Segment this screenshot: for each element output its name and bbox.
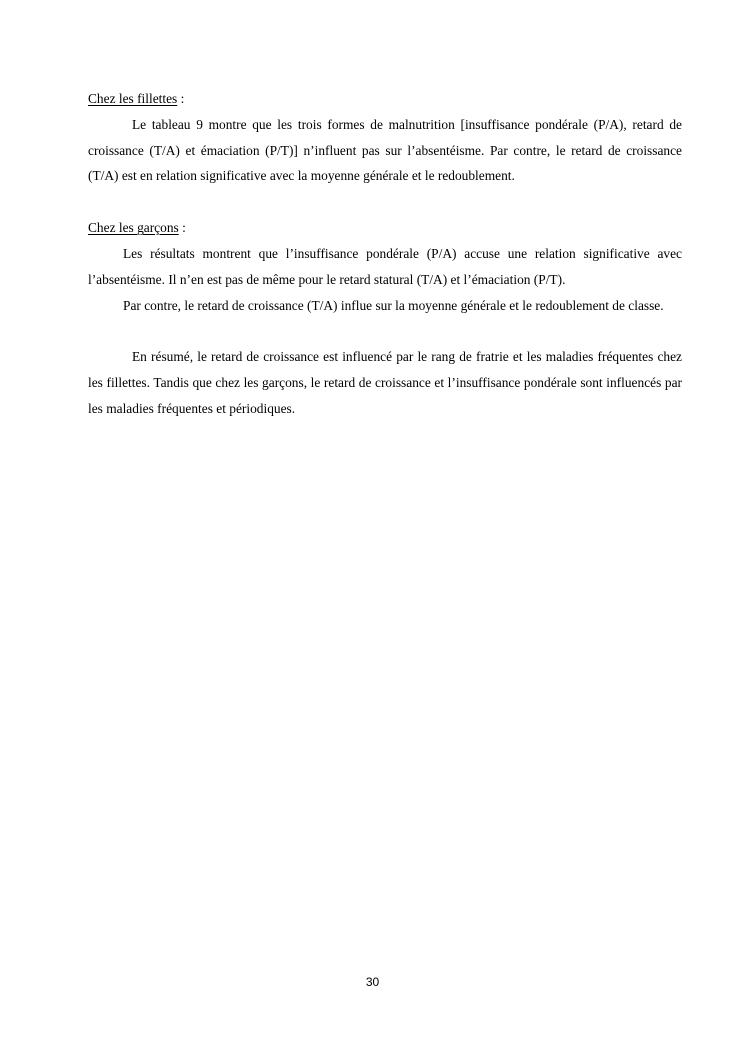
paragraph-boys-2: Par contre, le retard de croissance (T/A) influe sur la moyenne générale et le redoublement de classe.	[123, 297, 664, 313]
page-number: 30	[365, 975, 380, 989]
section-heading-girls-colon: :	[177, 91, 185, 106]
section-heading-girls-label: Chez les fillettes	[88, 91, 178, 106]
spacer	[88, 318, 682, 344]
section-heading-boys-colon: :	[178, 220, 186, 236]
spacer	[88, 189, 682, 215]
paragraph-girls: Le tableau 9 montre que les trois formes de malnutrition [insuffisance pondérale (P/A), retard de croissance (T/A) et émaciation (P/T)] n’influent pas sur l’absentéisme. Par contre, le retard de croissance (T/A) est en relation significative avec la moyenne générale et le redoublement.	[88, 116, 682, 184]
paragraph-summary: En résumé, le retard de croissance est influencé par le rang de fratrie et les maladies fréquentes chez les fillettes. Tandis que chez les garçons, le retard de croissance et l’insuffisance pondérale sont influencés par les maladies fréquentes et périodiques.	[88, 349, 682, 416]
section-heading-boys	[88, 215, 682, 241]
section-heading-girls	[88, 86, 682, 112]
paragraph-boys-1: Les résultats montrent que l’insuffisance pondérale (P/A) accuse une relation significative avec l’absentéisme. Il n’en est pas de même pour le retard statural (T/A) et l’émaciation (P/T).	[88, 245, 682, 287]
page-body	[88, 86, 682, 422]
section-heading-boys-label: Chez les garçons	[88, 220, 179, 236]
